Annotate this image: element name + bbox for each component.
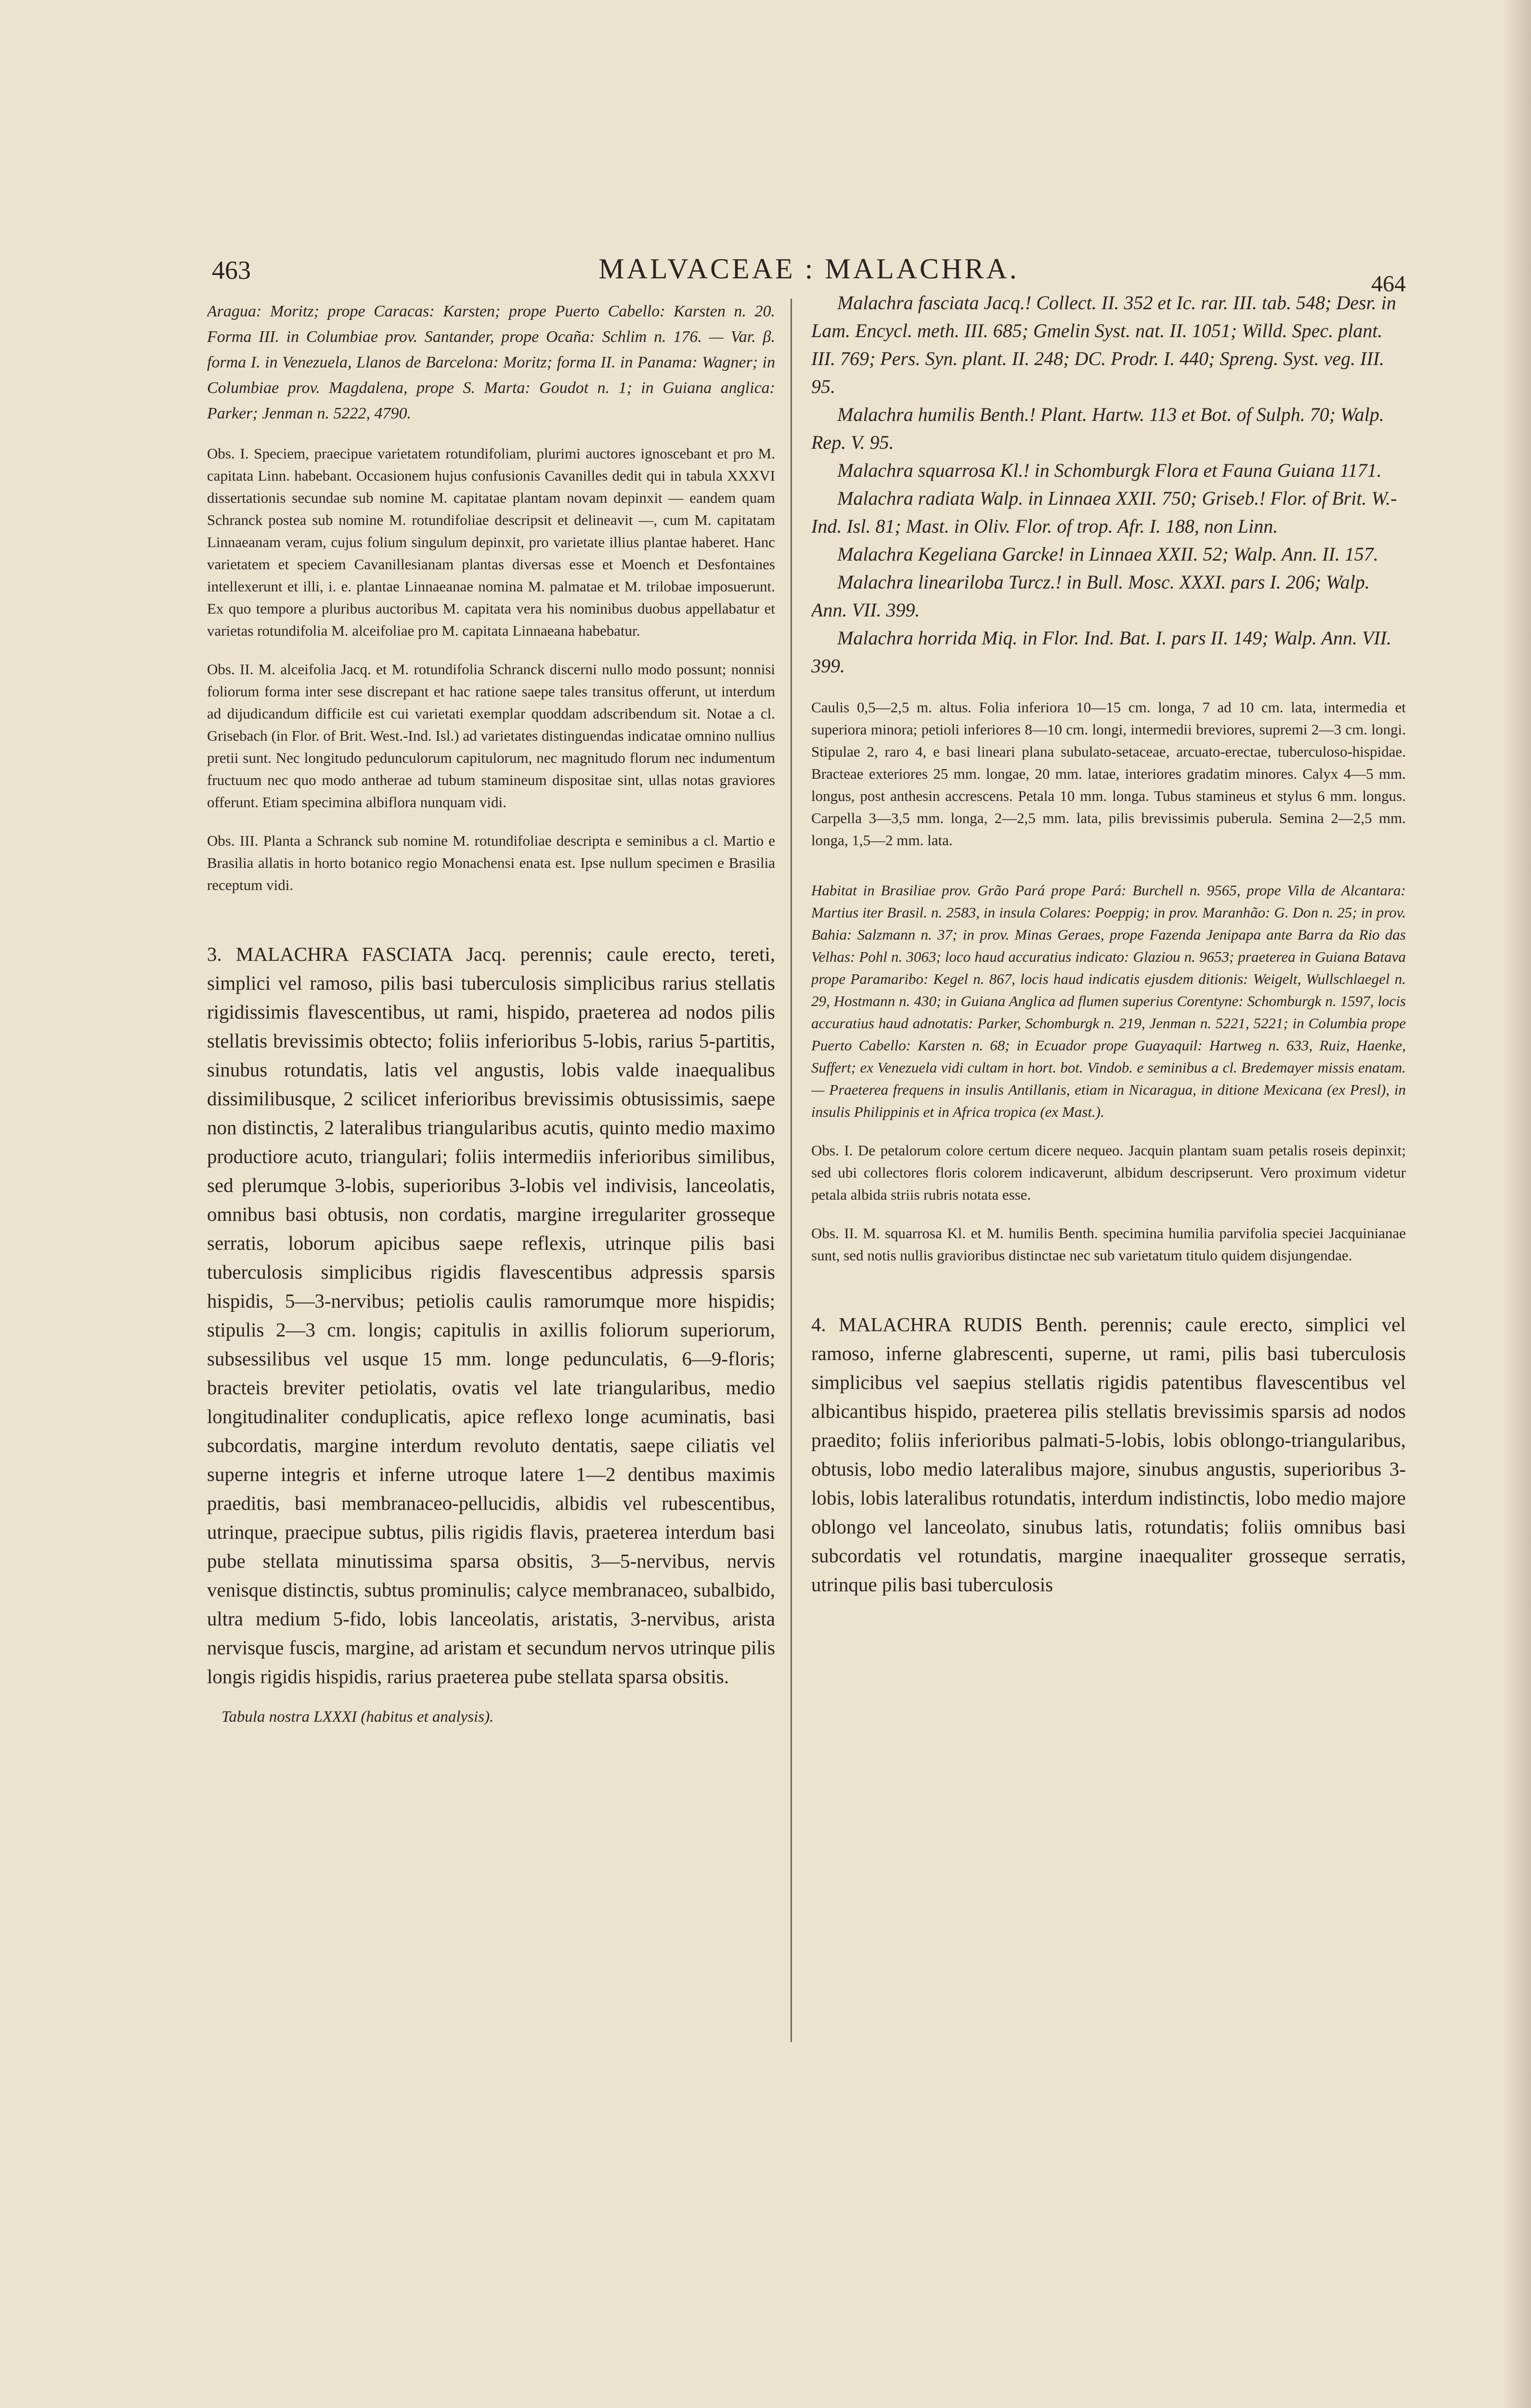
synonym-entry: Malachra radiata Walp. in Linnaea XXII. 750; Griseb.! Flor. of Brit. W.-Ind. Isl. 81; Mast. in Oliv. Flor. of trop. Afr. I. 188, non Linn. (811, 487, 1397, 537)
synonym-entry: Malachra squarrosa Kl.! in Schomburgk Flora et Fauna Guiana 1171. (837, 459, 1382, 481)
synonym-entry: Malachra horrida Miq. in Flor. Ind. Bat. I. pars II. 149; Walp. Ann. VII. 399. (811, 627, 1392, 677)
page-number-left: 463 (212, 256, 251, 285)
species-4-description: 4. MALACHRA RUDIS Benth. perennis; caule erecto, simplici vel ramoso, inferne glabrescenti, superne, ut rami, pilis basi tuberculosis simplicibus vel saepius stellatis rigidis patentibus flavescentibus vel albicantibus hispido, praeterea pilis stellatis brevissimis sparsis ad nodos praedito; foliis inferioribus palmati-5-lobis, lobis oblongo-triangularibus, obtusis, lobo medio lateralibus majore, sinubus angustis, superioribus 3-lobis, lobis lateralibus rotundatis, interdum indistinctis, lobo medio majore oblongo vel lanceolato, sinubus latis, rotundatis; foliis omnibus basi subcordatis vel rotundatis, margine inaequaliter grosseque serratis, utrinque pilis basi tuberculosis (811, 1313, 1406, 1596)
synonymy-list (811, 289, 1406, 680)
observation-2: Obs. II. M. alceifolia Jacq. et M. rotundifolia Schranck discerni nullo modo possunt; nonnisi foliorum forma inter sese discrepant et hac ratione saepe tales transitus offerunt, ut interdum ad dijudicandum difficile est cui varietati exemplar quoddam adscribendum sit. Notae a cl. Grisebach (in Flor. of Brit. West.-Ind. Isl.) ad varietates distinguendas indicatae omnino nullius pretii sunt. Nec longitudo pedunculorum capitulorum, nec magnitudo florum nec indumentum fructuum nec quo modo antherae ad tubum stamineum dispositae sint, ullas notas graviores offerunt. Etiam specimina albiflora nunquam vidi. (207, 661, 775, 811)
synonym-entry: Malachra lineariloba Turcz.! in Bull. Mosc. XXXI. pars I. 206; Walp. Ann. VII. 399. (811, 571, 1370, 621)
locality-list: Aragua: Moritz; prope Caracas: Karsten; prope Puerto Cabello: Karsten n. 20. Forma III. in Columbiae prov. Santander, prope Ocaña: Schlim n. 176. — Var. β. forma I. in Venezuela, Llanos de Barcelona: Moritz; forma II. in Panama: Wagner; in Columbiae prov. Magdalena, prope S. Marta: Goudot n. 1; in Guiana anglica: Parker; Jenman n. 5222, 4790. (207, 302, 775, 422)
right-column (811, 289, 1406, 2384)
synonym-entry: Malachra humilis Benth.! Plant. Hartw. 113 et Bot. of Sulph. 70; Walp. Rep. V. 95. (811, 404, 1384, 453)
plate-reference: Tabula nostra LXXXI (habitus et analysis). (221, 1708, 494, 1726)
synonym-entry: Malachra Kegeliana Garcke! in Linnaea XXII. 52; Walp. Ann. II. 157. (837, 543, 1378, 565)
observation-3: Obs. III. Planta a Schranck sub nomine M. rotundifoliae descripta e seminibus a cl. Martio e Brasilia allatis in horto botanico regio Monachensi enata est. Ipse nullum specimen e Brasilia receptum vidi. (207, 832, 775, 893)
page-edge-shadow (1502, 0, 1531, 2408)
habitat: Habitat in Brasiliae prov. Grão Pará prope Pará: Burchell n. 9565, prope Villa de Alcantara: Martius iter Brasil. n. 2583, in insula Colares: Poeppig; in prov. Maranhão: G. Don n. 25; in prov. Bahia: Salzmann n. 37; in prov. Minas Geraes, prope Fazenda Jenipapa ante Barra da Rio das Velhas: Pohl n. 3063; loco haud accuratius indicato: Glaziou n. 9653; praeterea in Guiana Batava prope Paramaribo: Kegel n. 867, locis haud indicatis ejusdem ditionis: Weigelt, Wullschlaegel n. 29, Hostmann n. 430; in Guiana Anglica ad flumen superius Corentyne: Schomburgk n. 1597, locis accuratius haud adnotatis: Parker, Schomburgk n. 219, Jenman n. 5221, 5221; in Columbia prope Puerto Cabello: Karsten n. 68; in Ecuador prope Guayaquil: Hartweg n. 633, Ruiz, Haenke, Suffert; ex Venezuela vidi cultam in hort. bot. Vindob. e seminibus a cl. Bredemayer missis enatam. — Praeterea frequens in insulis Antillanis, etiam in Nicaragua, in ditione Mexicana (ex Presl), in insulis Philippinis et in Africa tropica (ex Mast.). (811, 882, 1406, 1120)
column-divider (791, 299, 792, 2042)
observation-1-right: Obs. I. De petalorum colore certum dicere nequeo. Jacquin plantam suam petalis roseis depinxit; sed ubi collectores floris colorem indicaverunt, albidum descripserunt. Vero proximum videtur petala albida striis rubris notata esse. (811, 1142, 1406, 1203)
observation-2-right: Obs. II. M. squarrosa Kl. et M. humilis Benth. specimina humilia parvifolia speciei Jacquinianae sunt, sed notis nullis gravioribus distinctae nec sub varietatum titulo quidem disjungendae. (811, 1225, 1406, 1264)
observation-1: Obs. I. Speciem, praecipue varietatem rotundifoliam, plurimi auctores ignoscebant et pro M. capitata Linn. habebant. Occasionem hujus confusionis Cavanilles dedit qui in tabula XXXVI dissertationis secundae sub nomine M. capitatae plantam novam depinxit — eandem quam Schranck postea sub nomine M. rotundifoliae descripsit et delineavit —, cum M. capitatam Linnaeanam veram, cujus folium singulum depinxit, pro varietate illius plantae haberet. Hanc varietatem et speciem Cavanillesianam plantas diversas esse et Moench et Desfontaines intellexerunt et illi, i. e. plantae Linnaeanae nomina M. palmatae et M. trilobae imposuerunt. Ex quo tempore a pluribus auctoribus M. capitata vera his nominibus duobus appellabatur et varietas rotundifolia M. alceifoliae pro M. capitata Linnaeana habebatur. (207, 445, 775, 639)
species-3-description: 3. MALACHRA FASCIATA Jacq. perennis; caule erecto, tereti, simplici vel ramoso, pilis basi tuberculosis simplicibus rarius stellatis rigidissimis flavescentibus, ut rami, hispido, praeterea ad nodos pilis stellatis brevissimis obtecto; foliis inferioribus 5-lobis, rarius 5-partitis, sinubus rotundatis, latis vel angustis, lobis valde inaequalibus dissimilibusque, 2 scilicet inferioribus brevissimis obtusissimis, saepe non distinctis, 2 lateralibus triangularibus acutis, quinto medio maximo productiore acuto, triangulari; foliis intermediis inferioribus similibus, sed plerumque 3-lobis, superioribus 3-lobis vel indivisis, lanceolatis, omnibus basi obtusis, non cordatis, margine irregulariter grosseque serratis, loborum apicibus saepe reflexis, utrinque pilis basi tuberculosis simplicibus rigidis flavescentibus adpressis sparsis hispidis, 5—3-nervibus; petiolis caulis ramorumque more hispidis; stipulis 2—3 cm. longis; capitulis in axillis foliorum superiorum, subsessilibus vel usque 15 mm. longe pedunculatis, 6—9-floris; bracteis breviter petiolatis, ovatis vel late triangularibus, medio longitudinaliter conduplicatis, apice reflexo longe acuminatis, basi subcordatis, margine interdum revoluto dentatis, saepe ciliatis vel superne integris et inferne utroque latere 1—2 dentibus maximis praeditis, basi membranaceo-pellucidis, albidis vel rubescentibus, utrinque, praecipue subtus, pilis rigidis flavis, praeterea interdum basi pube stellata minutissima sparsa obsitis, 3—5-nervibus, nervis venisque distinctis, subtus prominulis; calyce membranaceo, subalbido, ultra medium 5-fido, lobis lanceolatis, aristatis, 3-nervibus, arista nervisque fuscis, margine, ad aristam et secundum nervos utrinque pilis longis rigidis hispidis, rarius praeterea pube stellata sparsa obsitis. (207, 943, 775, 1688)
measurements: Caulis 0,5—2,5 m. altus. Folia inferiora 10—15 cm. longa, 7 ad 10 cm. lata, intermedia et superiora minora; petioli inferiores 8—10 cm. longi, intermedii breviores, supremi 2—3 cm. longi. Stipulae 2, raro 4, e basi lineari plana subulato-setaceae, arcuato-erectae, tuberculoso-hispidae. Bracteae exteriores 25 mm. longae, 20 mm. latae, interiores gradatim minores. Calyx 4—5 mm. longus, post anthesin accrescens. Petala 10 mm. longa. Tubus stamineus et stylus 6 mm. longus. Carpella 3—3,5 mm. longa, 2—2,5 mm. lata, pilis brevissimis puberula. Semina 2—2,5 mm. longa, 1,5—2 mm. lata. (811, 699, 1406, 849)
synonym-entry: Malachra fasciata Jacq.! Collect. II. 352 et Ic. rar. III. tab. 548; Desr. in Lam. Encycl. meth. III. 685; Gmelin Syst. nat. II. 1051; Willd. Spec. plant. III. 769; Pers. Syn. plant. II. 248; DC. Prodr. I. 440; Spreng. Syst. veg. III. 95. (811, 292, 1396, 397)
page-number-right: 464 (1371, 271, 1406, 297)
left-column (207, 299, 775, 2071)
running-title: MALVACEAE : MALACHRA. (598, 253, 1019, 285)
